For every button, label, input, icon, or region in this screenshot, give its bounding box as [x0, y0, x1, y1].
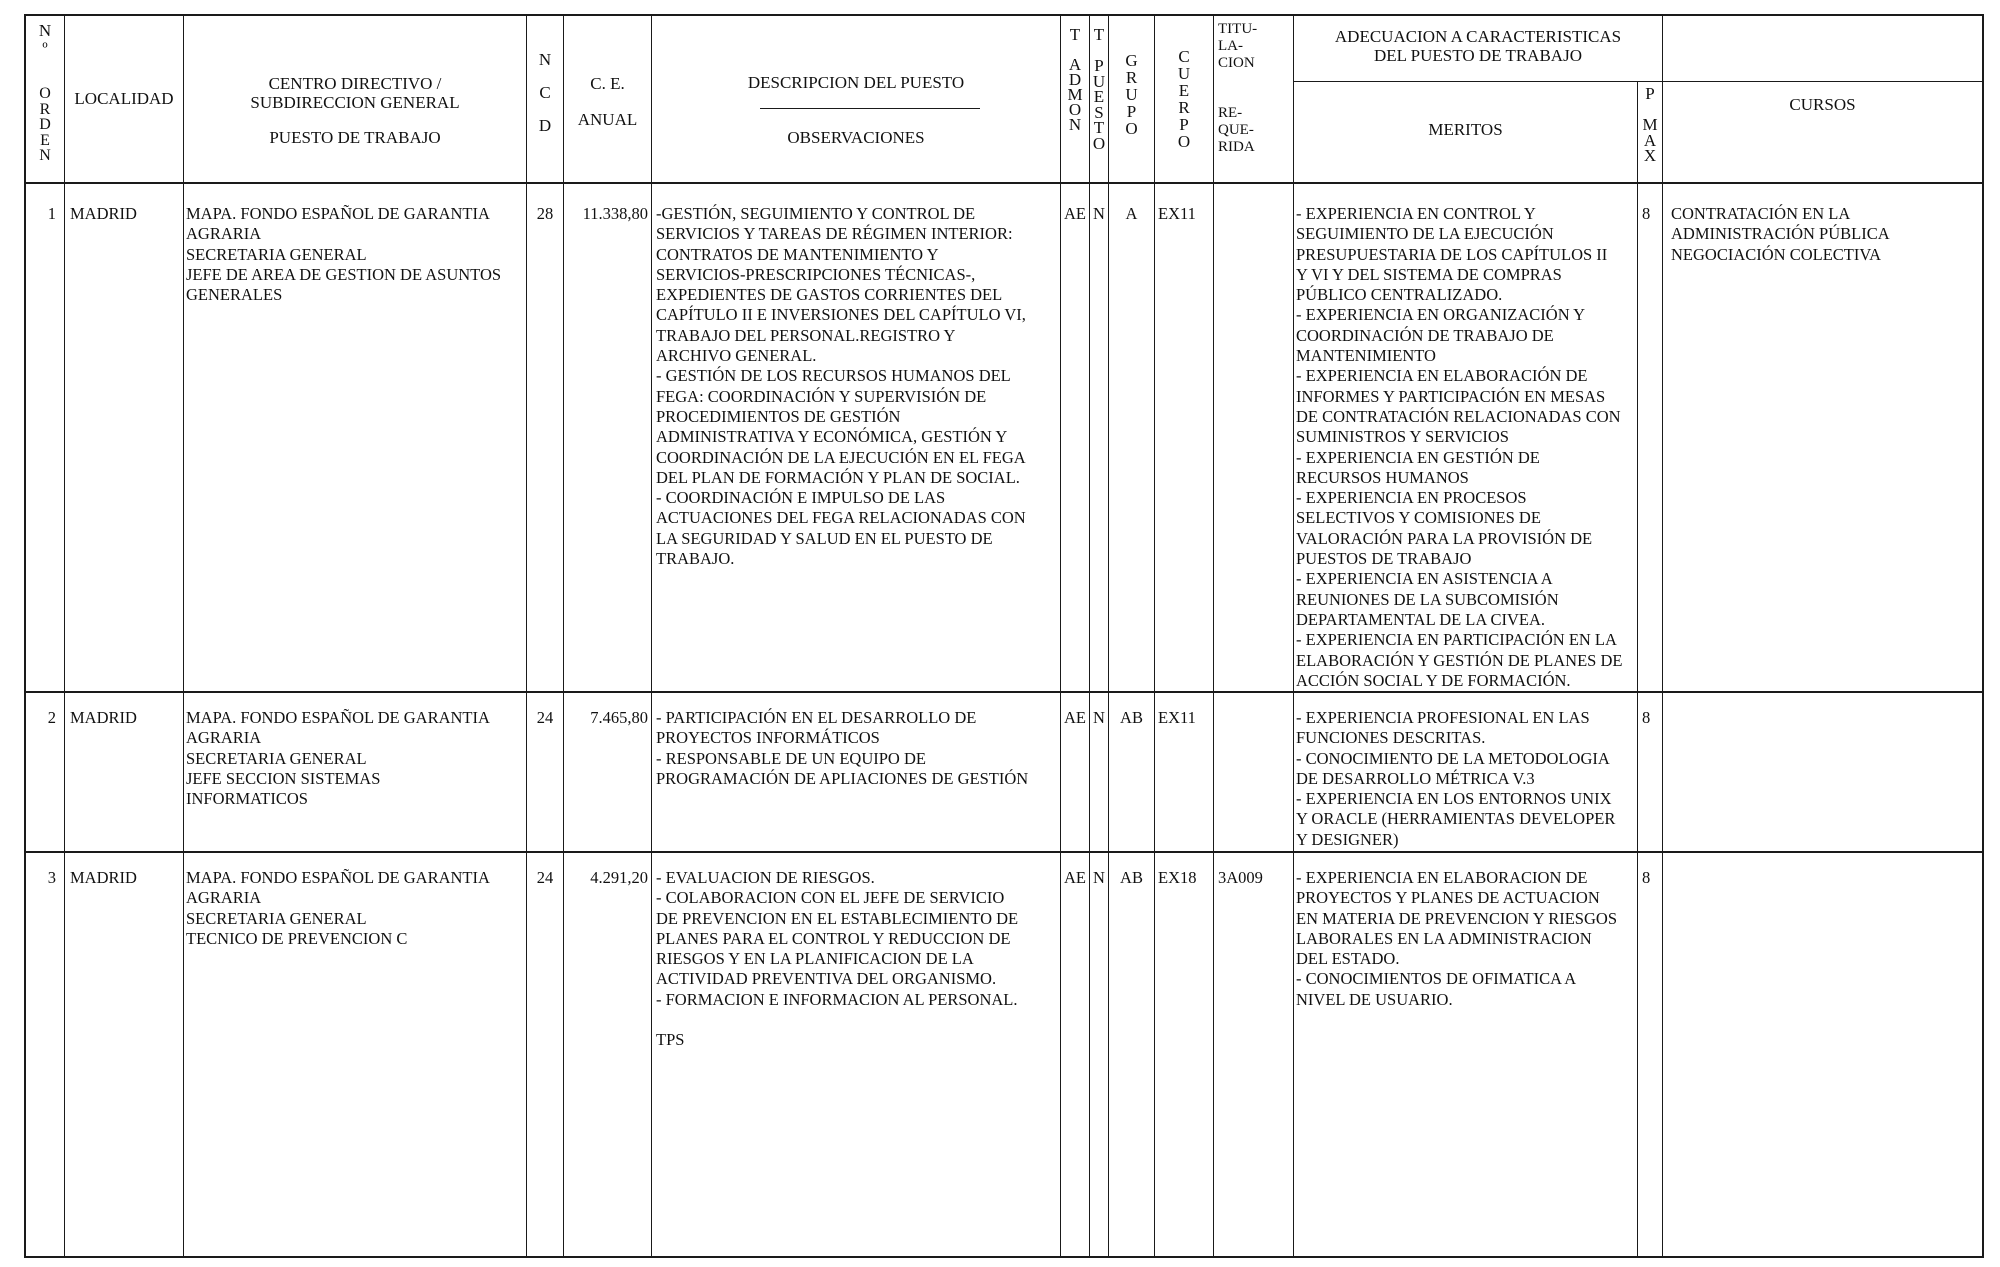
header-adecuacion-line-1: ADECUACION A CARACTERISTICAS	[1334, 27, 1622, 46]
header-titulacion-4: RE-	[1218, 105, 1243, 121]
row-1-pmax: 8	[1642, 204, 1651, 223]
row-3-tpuesto: N	[1093, 868, 1105, 887]
col-divider-tadmon	[1060, 14, 1061, 1258]
row-3-meritos: - EXPERIENCIA EN ELABORACION DE PROYECTOS Y PLANES DE ACTUACION EN MATERIA DE PREVENCION Y RIESGOS LABORALES EN LA ADMINISTRACION DEL ESTADO. - CONOCIMIENTOS DE OFIMATICA A NIVEL DE USUARIO.	[1296, 868, 1617, 1009]
header-orden-n: N	[38, 21, 52, 40]
header-titulacion-3: CION	[1218, 55, 1255, 71]
header-descripcion-rule	[760, 108, 980, 109]
row-2-cuerpo: EX11	[1158, 708, 1196, 727]
row-2-tadmon: AE	[1064, 708, 1086, 727]
row-3-grupo: AB	[1120, 868, 1143, 887]
row-2-grupo: AB	[1120, 708, 1143, 727]
row-1-ce-anual: 11.338,80	[582, 204, 648, 223]
col-divider-ce	[563, 14, 564, 1258]
header-cuerpo: C U E R P O	[1177, 47, 1191, 151]
header-centro-line-1: CENTRO DIRECTIVO /	[268, 74, 442, 93]
row-1-cuerpo: EX11	[1158, 204, 1196, 223]
header-ce-line-2: ANUAL	[577, 110, 638, 129]
col-divider-ncd	[526, 14, 527, 1258]
header-titulacion-5: QUE-	[1218, 122, 1254, 138]
row-2-centro: MAPA. FONDO ESPAÑOL DE GARANTIA AGRARIA SECRETARIA GENERAL JEFE SECCION SISTEMAS INFORMATICOS	[186, 708, 490, 809]
row-2-pmax: 8	[1642, 708, 1651, 727]
row-1-localidad: MADRID	[70, 204, 137, 223]
header-grupo: G R U P O	[1125, 51, 1138, 138]
col-divider-meritos	[1293, 14, 1294, 1258]
row-3-titulacion: 3A009	[1218, 868, 1263, 887]
row-3-pmax: 8	[1642, 868, 1651, 887]
col-divider-cuerpo	[1154, 14, 1155, 1258]
table-left-border	[24, 14, 26, 1258]
row-2-bottom-border	[24, 851, 1984, 853]
header-adecuacion-line-2: DEL PUESTO DE TRABAJO	[1374, 46, 1582, 65]
row-3-tadmon: AE	[1064, 868, 1086, 887]
header-centro-line-3: PUESTO DE TRABAJO	[269, 128, 441, 147]
col-divider-titulacion	[1213, 14, 1214, 1258]
row-2-localidad: MADRID	[70, 708, 137, 727]
header-titulacion-1: TITU-	[1218, 21, 1258, 37]
header-cursos: CURSOS	[1789, 95, 1856, 114]
col-divider-desc	[651, 14, 652, 1258]
header-ce-line-1: C. E.	[590, 74, 625, 93]
col-divider-localidad	[64, 14, 65, 1258]
col-divider-tpuesto	[1089, 14, 1090, 1258]
col-divider-cursos	[1662, 14, 1663, 1258]
row-2-ncd: 24	[536, 708, 554, 727]
row-1-orden: 1	[47, 204, 56, 223]
col-divider-centro	[183, 14, 184, 1258]
row-2-descripcion: - PARTICIPACIÓN EN EL DESARROLLO DE PROYECTOS INFORMÁTICOS - RESPONSABLE DE UN EQUIPO DE PROGRAMACIÓN DE APLIACIONES DE GESTIÓN	[656, 708, 1029, 788]
row-3-cuerpo: EX18	[1158, 868, 1197, 887]
row-1-centro: MAPA. FONDO ESPAÑOL DE GARANTIA AGRARIA SECRETARIA GENERAL JEFE DE AREA DE GESTION DE ASUNTOS GENERALES	[186, 204, 502, 305]
header-titulacion-6: RIDA	[1218, 139, 1255, 155]
col-divider-pmax	[1637, 81, 1638, 1258]
row-3-ce-anual: 4.291,20	[590, 868, 648, 887]
row-2-orden: 2	[47, 708, 56, 727]
row-1-grupo: A	[1125, 204, 1138, 223]
row-1-descripcion: -GESTIÓN, SEGUIMIENTO Y CONTROL DE SERVICIOS Y TAREAS DE RÉGIMEN INTERIOR: CONTRATOS DE MANTENIMIENTO Y SERVICIOS-PRESCRIPCIONES TÉCNICAS-, EXPEDIENTES DE GASTOS CORRIENTES DEL CAPÍTULO II E INVERSIONES DEL CAPÍTULO VI, TRABAJO DEL PERSONAL.REGISTRO Y ARCHIVO GENERAL. - GESTIÓN DE LOS RECURSOS HUMANOS DEL FEGA: COORDINACIÓN Y SUPERVISIÓN DE PROCEDIMIENTOS DE GESTIÓN ADMINISTRATIVA Y ECONÓMICA, GESTIÓN Y COORDINACIÓN DE LA EJECUCIÓN EN EL FEGA DEL PLAN DE FORMACIÓN Y PLAN DE SOCIAL. - COORDINACIÓN E IMPULSO DE LAS ACTUACIONES DEL FEGA RELACIONADAS CON LA SEGURIDAD Y SALUD EN EL PUESTO DE TRABAJO.	[656, 204, 1026, 569]
header-titulacion-2: LA-	[1218, 38, 1243, 54]
table-top-border	[24, 14, 1984, 16]
header-meritos: MERITOS	[1428, 120, 1503, 139]
header-pmax: P M A X	[1642, 84, 1658, 165]
row-1-tpuesto: N	[1093, 204, 1105, 223]
row-1-bottom-border	[24, 691, 1984, 693]
header-tadmon: T A D M O N	[1067, 25, 1083, 134]
row-2-meritos: - EXPERIENCIA PROFESIONAL EN LAS FUNCIONES DESCRITAS. - CONOCIMIENTO DE LA METODOLOGIA DE DESARROLLO MÉTRICA V.3 - EXPERIENCIA EN LOS ENTORNOS UNIX Y ORACLE (HERRAMIENTAS DEVELOPER Y DESIGNER)	[1296, 708, 1616, 849]
row-1-ncd: 28	[536, 204, 554, 223]
header-centro-line-2: SUBDIRECCION GENERAL	[250, 93, 460, 112]
row-1-meritos: - EXPERIENCIA EN CONTROL Y SEGUIMIENTO DE LA EJECUCIÓN PRESUPUESTARIA DE LOS CAPÍTULOS II Y VI Y DEL SISTEMA DE COMPRAS PÚBLICO CENTRALIZADO. - EXPERIENCIA EN ORGANIZACIÓN Y COORDINACIÓN DE TRABAJO DE MANTENIMIENTO - EXPERIENCIA EN ELABORACIÓN DE INFORMES Y PARTICIPACIÓN EN MESAS DE CONTRATACIÓN RELACIONADAS CON SUMINISTROS Y SERVICIOS - EXPERIENCIA EN GESTIÓN DE RECURSOS HUMANOS - EXPERIENCIA EN PROCESOS SELECTIVOS Y COMISIONES DE VALORACIÓN PARA LA PROVISIÓN DE PUESTOS DE TRABAJO - EXPERIENCIA EN ASISTENCIA A REUNIONES DE LA SUBCOMISIÓN DEPARTAMENTAL DE LA CIVEA. - EXPERIENCIA EN PARTICIPACIÓN EN LA ELABORACIÓN Y GESTIÓN DE PLANES DE ACCIÓN SOCIAL Y DE FORMACIÓN.	[1296, 204, 1623, 690]
row-3-descripcion: - EVALUACION DE RIESGOS. - COLABORACION CON EL JEFE DE SERVICIO DE PREVENCION EN EL ESTABLECIMIENTO DE PLANES PARA EL CONTROL Y REDUCCION DE RIESGOS Y EN LA PLANIFICACION DE LA ACTIVIDAD PREVENTIVA DEL ORGANISMO. - FORMACION E INFORMACION AL PERSONAL. TPS	[656, 868, 1019, 1050]
table-right-border	[1982, 14, 1984, 1258]
row-3-ncd: 24	[536, 868, 554, 887]
header-localidad: LOCALIDAD	[74, 89, 174, 108]
row-3-localidad: MADRID	[70, 868, 137, 887]
row-3-centro: MAPA. FONDO ESPAÑOL DE GARANTIA AGRARIA SECRETARIA GENERAL TECNICO DE PREVENCION C	[186, 868, 490, 948]
header-observaciones: OBSERVACIONES	[787, 128, 925, 147]
header-tpuesto: T P U E S T O	[1092, 25, 1106, 153]
row-1-cursos: CONTRATACIÓN EN LA ADMINISTRACIÓN PÚBLICA NEGOCIACIÓN COLECTIVA	[1671, 204, 1890, 264]
col-divider-grupo	[1108, 14, 1109, 1258]
row-2-ce-anual: 7.465,80	[590, 708, 648, 727]
header-ncd: N C D	[538, 50, 552, 135]
row-3-orden: 3	[47, 868, 56, 887]
header-descripcion: DESCRIPCION DEL PUESTO	[747, 73, 965, 92]
table-bottom-border	[24, 1256, 1984, 1258]
row-2-tpuesto: N	[1093, 708, 1105, 727]
row-1-tadmon: AE	[1064, 204, 1086, 223]
header-bottom-border	[24, 182, 1984, 184]
header-orden-degree: º	[42, 39, 48, 58]
header-orden-word: O R D E N	[39, 85, 51, 164]
